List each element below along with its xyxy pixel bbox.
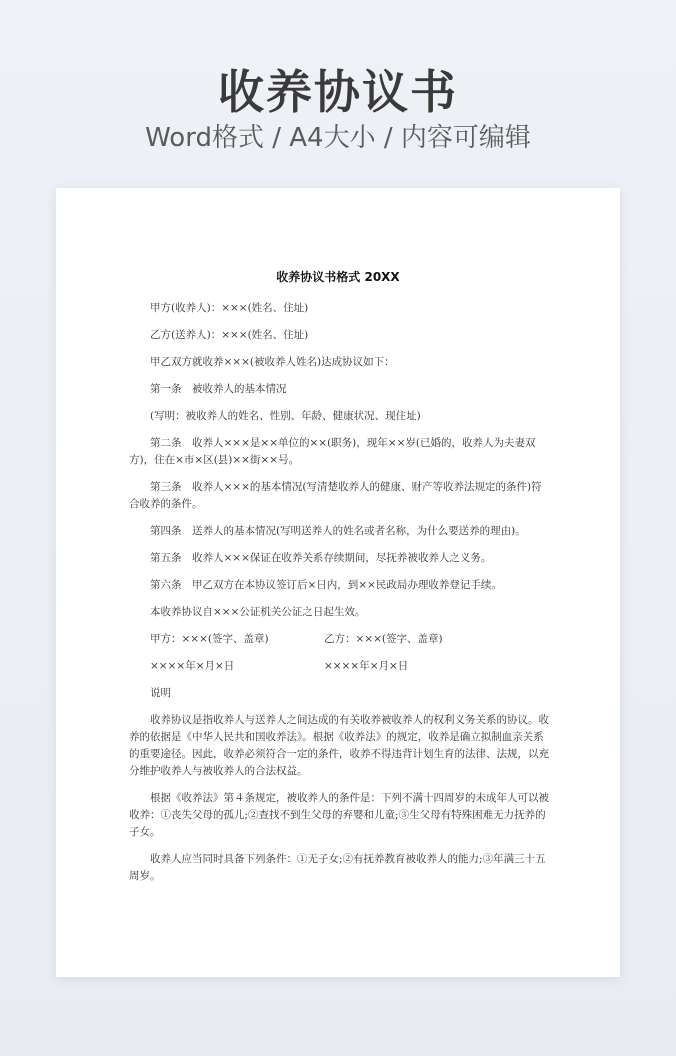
- document-page: [56, 188, 620, 977]
- note-paragraph-2: 根据《收养法》第４条规定，被收养人的条件是：下列不满十四周岁的未成年人可以被收养：①丧失父母的孤儿;②查找不到生父母的弃婴和儿童;③生父母有特殊困难无力抚养的子女。: [129, 792, 549, 838]
- effective-clause: 本收养协议自×××公证机关公证之日起生效。: [150, 606, 366, 618]
- party-a-line: 甲方(收养人)：×××(姓名、住址): [150, 302, 309, 314]
- signature-party-a: 甲方：×××(签字、盖章): [150, 633, 269, 645]
- clause-1-heading: 第一条 被收养人的基本情况: [150, 383, 287, 395]
- note-paragraph-3: 收养人应当同时具备下列条件：①无子女;②有抚养教育被收养人的能力;③年满三十五周岁。: [129, 853, 546, 882]
- date-row: [129, 658, 551, 675]
- note-paragraph-1: 收养协议是指收养人与送养人之间达成的有关收养被收养人的权利义务关系的协议。收养的依据是《中华人民共和国收养法》。根据《收养法》的规定，收养是确立拟制血亲关系的重要途径。因此，收养必须符合一定的条件，收养不得违背计划生育的法律、法规，以充分维护收养人与被收养人的合法权益。: [129, 714, 549, 777]
- notes-heading: 说明: [150, 687, 171, 699]
- document-body: [129, 300, 551, 895]
- date-party-a: ××××年×月×日: [150, 660, 235, 672]
- signature-row: [129, 631, 551, 648]
- document-title: 收养协议书格式 20XX: [276, 270, 400, 284]
- clause-6: 第六条 甲乙双方在本协议签订后×日内，到××民政局办理收养登记手续。: [150, 579, 502, 591]
- clause-1-note: (写明：被收养人的姓名、性别、年龄、健康状况、现住址): [150, 410, 421, 422]
- banner-subtitle: Word格式 / A4大小 / 内容可编辑: [145, 123, 531, 153]
- party-b-line: 乙方(送养人)：×××(姓名、住址): [150, 329, 309, 341]
- clause-4: 第四条 送养人的基本情况(写明送养人的姓名或者名称，为什么要送养的理由)。: [150, 525, 526, 537]
- intro-line: 甲乙双方就收养×××(被收养人姓名)达成协议如下：: [150, 356, 395, 368]
- clause-5: 第五条 收养人×××保证在收养关系存续期间，尽抚养被收养人之义务。: [150, 552, 492, 564]
- banner-title: 收养协议书: [218, 65, 458, 119]
- date-party-b: ××××年×月×日: [324, 660, 409, 672]
- signature-party-b: 乙方：×××(签字、盖章): [324, 633, 443, 645]
- clause-3: 第三条 收养人×××的基本情况(写清楚收养人的健康、财产等收养法规定的条件)符合收养的条件。: [129, 481, 542, 510]
- clause-2: 第二条 收养人×××是××单位的××(职务)，现年××岁(已婚的，收养人为夫妻双方)，住在×市×区(县)××街××号。: [129, 437, 536, 466]
